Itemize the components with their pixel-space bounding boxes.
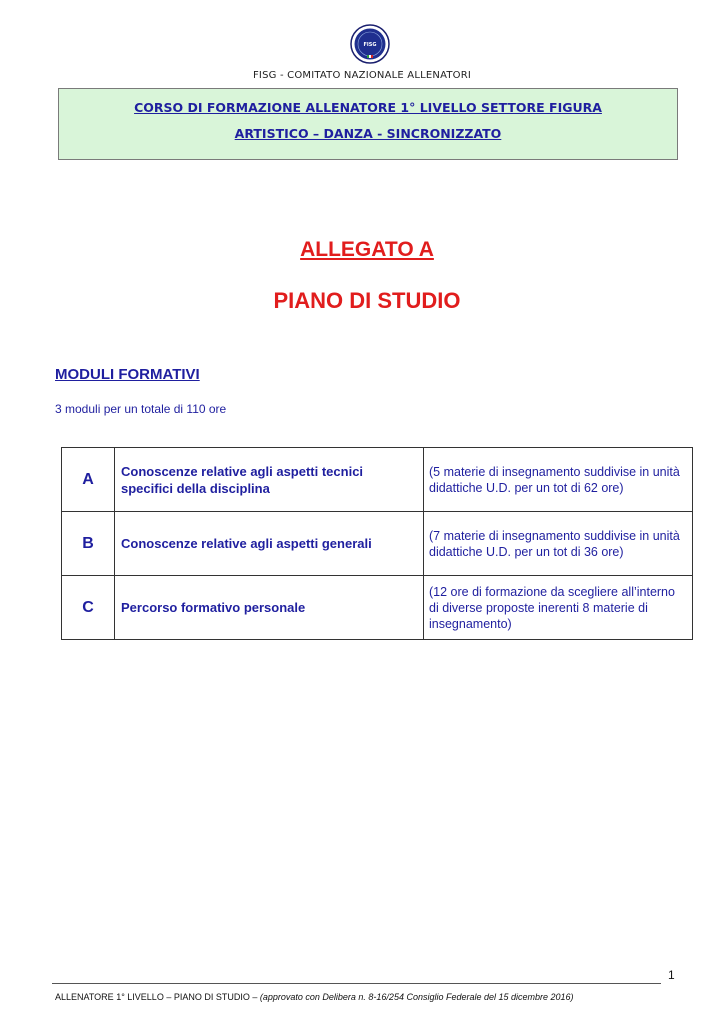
module-note-line: (5 materie di insegnamento suddivise in unità [429,464,680,479]
module-description [115,512,424,576]
allegato-title: ALLEGATO A [300,238,434,261]
table-row [62,512,693,576]
module-description [115,448,424,512]
module-note-line: insegnamento) [429,616,512,631]
header-organization: FISG - COMITATO NAZIONALE ALLENATORI [252,70,472,81]
course-title-box [58,88,678,160]
moduli-table [61,447,693,640]
footer-left: ALLENATORE 1° LIVELLO – PIANO DI STUDIO [55,992,250,1002]
module-note-line: didattiche U.D. per un tot di 36 ore) [429,544,624,559]
module-note-line: di diverse proposte inerenti 8 materie di [429,600,648,615]
module-note-line: (12 ore di formazione da scegliere all’interno [429,584,675,599]
footer-divider [52,983,661,984]
module-note [424,448,693,512]
moduli-subtitle: 3 moduli per un totale di 110 ore [55,402,227,416]
module-code: B [62,512,115,576]
module-description-line: Conoscenze relative agli aspetti generali [121,536,372,551]
module-description-line: Conoscenze relative agli aspetti tecnici [121,463,364,479]
fisg-logo-icon [350,24,390,64]
page-number: 1 [668,968,675,982]
course-title-line-1: CORSO DI FORMAZIONE ALLENATORE 1° LIVELLO SETTORE FIGURA [134,100,602,115]
module-note-line: (7 materie di insegnamento suddivise in unità [429,528,680,543]
module-note-line: didattiche U.D. per un tot di 62 ore) [429,480,624,495]
module-description-line: Percorso formativo personale [121,600,306,615]
module-note [424,512,693,576]
table-row [62,576,693,640]
logo-text: FISG [363,42,377,48]
module-note [424,576,693,640]
footer-separator: – [249,992,260,1002]
footer-approval: (approvato con Delibera n. 8-16/254 Consiglio Federale del 15 dicembre 2016) [259,992,574,1002]
module-code: A [62,448,115,512]
module-description-line: specifici della disciplina [121,480,270,496]
table-row [62,448,693,512]
footer-text [55,992,574,1002]
module-description [115,576,424,640]
course-title-line-2: ARTISTICO – DANZA - SINCRONIZZATO [234,126,502,141]
module-code: C [62,576,115,640]
piano-title: PIANO DI STUDIO [273,288,461,313]
moduli-heading: MODULI FORMATIVI [55,366,200,383]
